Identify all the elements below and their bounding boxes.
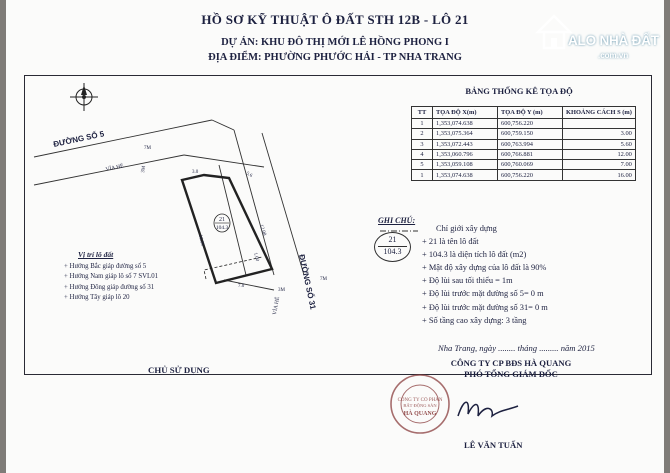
table-cell: 16.00: [563, 170, 636, 180]
dim-bottom: 7.0: [238, 284, 245, 289]
north-arrow-icon: [70, 83, 98, 111]
document-page: [6, 0, 664, 473]
table-cell: 1,353,060.796: [433, 149, 498, 159]
width-7m-top: 7M: [144, 146, 151, 151]
watermark-brand: ALO NHÀ ĐẤT: [568, 33, 659, 48]
street-5-label: ĐƯỜNG SỐ 5: [52, 129, 105, 149]
table-cell: 1,353,072.443: [433, 139, 498, 149]
table-cell: 1: [412, 170, 433, 180]
table-cell: 600,760.069: [498, 160, 563, 170]
table-cell: 2: [412, 129, 433, 139]
header-cell: TT: [412, 107, 433, 119]
table-cell: 1: [412, 119, 433, 129]
legend-item: + Hướng Nam giáp lô số 7 SVL01: [64, 273, 158, 281]
dim-top-right: 5.6: [245, 171, 253, 179]
table-row: [412, 160, 636, 170]
legend: [64, 262, 158, 304]
table-row: [412, 129, 636, 139]
corner-curve: [184, 155, 264, 167]
table-cell: 600,766.881: [498, 149, 563, 159]
note-item: + Độ lùi sau tối thiểu = 1m: [422, 276, 513, 286]
signature: [454, 394, 524, 424]
width-3m-right: 3M: [278, 288, 285, 293]
note-item: Chỉ giới xây dựng: [436, 224, 497, 233]
table-cell: 1,353,074.638: [433, 119, 498, 129]
table-cell: 3.00: [563, 129, 636, 139]
legend-item: + Hướng Tây giáp lô 20: [64, 294, 130, 302]
note-item: + Độ lùi trước mặt đường số 31= 0 m: [422, 302, 548, 312]
dim-top: 3.0: [192, 170, 199, 175]
lot-legend-number: 21: [388, 235, 397, 244]
signer-title: PHÓ TỔNG GIÁM ĐỐC: [464, 369, 558, 379]
lot-area-label: 104.3: [215, 225, 229, 231]
table-cell: 5.60: [563, 139, 636, 149]
note-item: + 21 là tên lô đất: [422, 237, 479, 247]
width-7m-right: 7M: [320, 277, 327, 282]
table-row: [412, 149, 636, 159]
dim-left: 16.00: [197, 234, 205, 247]
sidewalk-top-label: VỈA HÈ: [105, 163, 125, 173]
legend-item: + Hướng Đông giáp đường số 31: [64, 283, 155, 291]
signing-date: Nha Trang, ngày ........ tháng ......... năm 2015: [438, 343, 595, 353]
location-line: ĐỊA ĐIỂM: PHƯỜNG PHƯỚC HẢI - TP NHA TRANG: [208, 52, 462, 63]
table-cell: 3: [412, 139, 433, 149]
signer-name: LÊ VĂN TUẤN: [464, 440, 523, 450]
svg-text:HÀ QUANG: HÀ QUANG: [403, 411, 437, 417]
svg-text:BẤT ĐỘNG SẢN: BẤT ĐỘNG SẢN: [403, 403, 437, 408]
table-header-row: [412, 107, 636, 119]
table-cell: 12.00: [563, 149, 636, 159]
owner-label: CHỦ SỬ DỤNG: [148, 365, 210, 375]
table-cell: 600,763.994: [498, 139, 563, 149]
table-cell: 600,759.150: [498, 129, 563, 139]
table-cell: [563, 119, 636, 129]
street-31-label: ĐƯỜNG SỐ 31: [297, 253, 318, 311]
dim-setback: 1.00: [252, 252, 260, 262]
note-item: + 104.3 là diện tích lô đất (m2): [422, 250, 527, 260]
lot-legend-area: 104.3: [383, 247, 402, 256]
corner-top: [212, 120, 234, 130]
table-cell: 4: [412, 149, 433, 159]
table-cell: 600,756.220: [498, 119, 563, 129]
note-item: + Độ lùi trước mặt đường số 5= 0 m: [422, 289, 544, 299]
width-3m-top: 3M: [141, 165, 148, 174]
sidewalk-right-label: VỈA HÈ: [272, 296, 282, 316]
header-cell: KHOẢNG CÁCH S (m): [563, 107, 636, 119]
project-line: DỰ ÁN: KHU ĐÔ THỊ MỚI LÊ HỒNG PHONG I: [221, 37, 449, 48]
svg-text:CÔNG TY CỔ PHẦN: CÔNG TY CỔ PHẦN: [397, 398, 443, 403]
company-name: CÔNG TY CP BĐS HÀ QUANG: [450, 358, 572, 368]
lot-number-label: 21: [219, 217, 225, 223]
table-cell: 1,353,075.364: [433, 129, 498, 139]
lot-legend-marker: [374, 232, 411, 262]
table-cell: 5: [412, 160, 433, 170]
table-row: [412, 170, 636, 180]
note-item: + Số tầng cao xây dựng: 3 tầng: [422, 315, 527, 325]
watermark-domain: .com.vn: [598, 51, 629, 60]
coord-table: [411, 106, 636, 181]
document-title: HỒ SƠ KỸ THUẬT Ô ĐẤT STH 12B - LÔ 21: [201, 12, 469, 27]
table-row: [412, 139, 636, 149]
header-cell: TỌA ĐỘ Y (m): [498, 107, 563, 119]
table-cell: 1,353,059.108: [433, 160, 498, 170]
notes-title: GHI CHÚ:: [378, 216, 416, 225]
notes-list: [422, 222, 548, 327]
note-item: + Mật độ xây dựng của lô đất là 90%: [422, 263, 547, 273]
table-cell: 600,756.220: [498, 170, 563, 180]
table-row: [412, 119, 636, 129]
company-stamp: [388, 372, 452, 436]
header-cell: TỌA ĐỘ X(m): [433, 107, 498, 119]
coord-table-title: BẢNG THỐNG KÊ TỌA ĐỘ: [465, 86, 573, 96]
legend-title: Vị trí lô đất: [78, 250, 114, 259]
dim-right: 12.00: [258, 224, 267, 237]
table-cell: 1,353,074.638: [433, 170, 498, 180]
legend-item: + Hướng Bắc giáp đường số 5: [64, 263, 147, 270]
table-cell: 7.00: [563, 160, 636, 170]
